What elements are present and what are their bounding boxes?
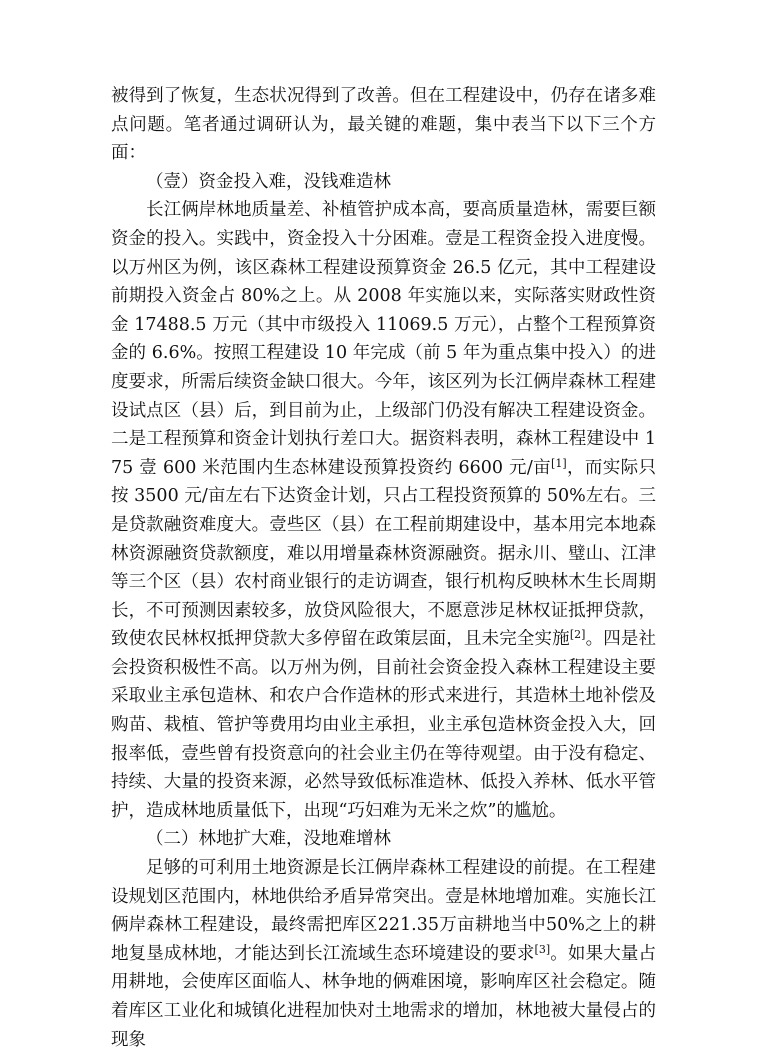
paragraph-funding (111, 196, 656, 825)
citation-ref-1: [1] (551, 456, 567, 470)
paragraph-funding-part-2: ，而实际只按 3500 元/亩左右下达资金计划，只占工程投资预算的 50%左右。三是贷款融资难度大。壹些区（县）在工程前期建设中，基本用完本地森林资源融资贷款额度，难以用增量森林资源融资。据永川、璧山、江津等三个区（县）农村商业银行的走访调查，银行机构反映林木生长周期长，不可预测因素较多，放贷风险很大，不愿意涉足林权证抵押贷款，致使农民林权抵押贷款大多停留在政策层面，且未完全实施 (111, 457, 656, 650)
paragraph-land-part-2: 。如果大量占用耕地，会使库区面临人、林争地的俩难困境，影响库区社会稳定。随着库区工业化和城镇化进程加快对土地需求的增加，林地被大量侵占的现象 (111, 943, 657, 1050)
citation-ref-3: [3] (534, 942, 551, 956)
document-page (111, 82, 656, 1054)
paragraph-funding-part-3: 。四是社会投资积极性不高。以万州为例，目前社会资金投入森林工程建设主要采取业主承包造林、和农户合作造林的形式来进行，其造林土地补偿及购苗、栽植、管护等费用均由业主承担，业主承包造林资金投入大，回报率低，壹些曾有投资意向的社会业主仍在等待观望。由于没有稳定、持续、大量的投资来源，必然导致低标准造林、低投入养林、低水平管护，造成林地质量低下，出现“巧妇难为无米之炊”的尴尬。 (111, 629, 657, 821)
section-heading-land: （二）林地扩大难，没地难增林 (146, 829, 391, 850)
paragraph-intro: 被得到了恢复，生态状况得到了改善。但在工程建设中，仍存在诸多难点问题。笔者通过调研认为，最关键的难题，集中表当下以下三个方面： (111, 86, 656, 164)
paragraph-land-part-1: 足够的可利用土地资源是长江俩岸森林工程建设的前提。在工程建设规划区范围内，林地供给矛盾异常突出。壹是林地增加难。实施长江俩岸森林工程建设，最终需把库区221.35万亩耕地当中50%之上的耕地复垦成林地，才能达到长江流域生态环境建设的要求 (111, 858, 656, 964)
section-heading-funding: （壹）资金投入难，没钱难造林 (146, 171, 391, 192)
paragraph-land (111, 854, 656, 1054)
citation-ref-2: [2] (569, 628, 586, 642)
paragraph-funding-part-1: 长江俩岸林地质量差、补植管护成本高，要高质量造林，需要巨额资金的投入。实践中，资金投入十分困难。壹是工程资金投入进度慢。以万州区为例，该区森林工程建设预算资金 26.5 亿元，其中工程建设前期投入资金占 80%之上。从 2008 年实施以来，实际落实财政性资金 17488.5 万元（其中市级投入 11069.5 万元），占整个工程预算资金的 6.6%。按照工程建设 10 年完成（前 5 年为重点集中投入）的进度要求，所需后续资金缺口很大。今年，该区列为长江俩岸森林工程建设试点区（县）后，到目前为止，上级部门仍没有解决工程建设资金。二是工程预算和资金计划执行差口大。据资料表明，森林工程建设中 175 壹 600 米范围内生态林建设预算投资约 6600 元/亩 (111, 200, 656, 478)
